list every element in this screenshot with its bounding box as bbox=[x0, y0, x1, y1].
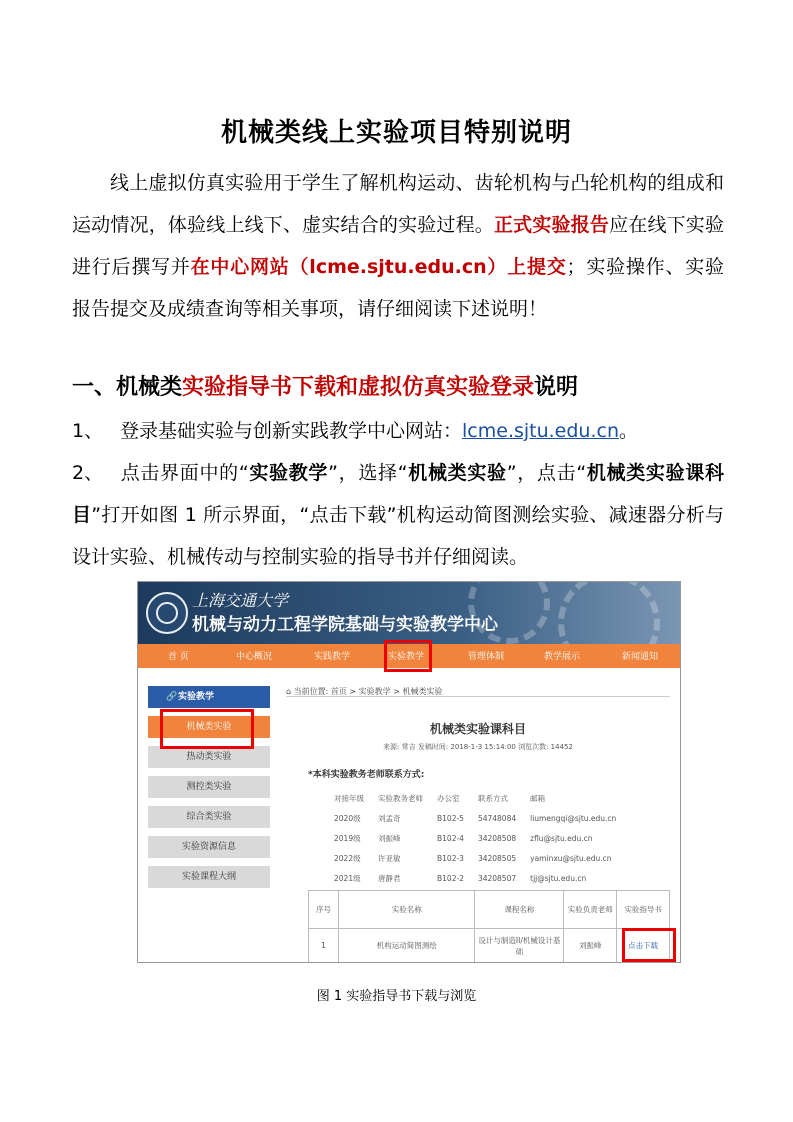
nav-item-practice[interactable]: 实践教学 bbox=[314, 652, 351, 662]
page-title: 机械类线上实验项目特别说明 bbox=[220, 118, 572, 148]
nav-item-home[interactable]: 首 页 bbox=[168, 652, 189, 662]
nav-item-experiment[interactable]: 实验教学 bbox=[388, 652, 425, 662]
table-row: 2021级 唐静君 B102-2 34208507 tjj@sjtu.edu.cn bbox=[334, 873, 587, 883]
university-logo-icon bbox=[146, 592, 188, 634]
sidebar-head: 🔗 实验教学 bbox=[148, 686, 270, 708]
figure-screenshot bbox=[137, 581, 681, 963]
table-row: 2019级 刘振峰 B102-4 34208508 zflu@sjtu.edu.cn bbox=[334, 833, 593, 843]
highlight-box-nav bbox=[384, 640, 432, 672]
sidebar-item-comprehensive[interactable]: 综合类实验 bbox=[148, 806, 270, 828]
section-heading-1: 一、机械类实验指导书下载和虚拟仿真实验登录说明 bbox=[72, 375, 579, 400]
nav-item-news[interactable]: 新闻通知 bbox=[622, 652, 659, 662]
figure-caption: 图 1 实验指导书下载与浏览 bbox=[316, 989, 477, 1004]
step-1: 1、 登录基础实验与创新实践教学中心网站：lcme.sjtu.edu.cn。 bbox=[72, 420, 639, 442]
table-header-row: 序号 实验名称 课程名称 实验负责老师 实验指导书 bbox=[309, 891, 670, 929]
nav-item-overview[interactable]: 中心概况 bbox=[236, 652, 273, 662]
university-name: 上海交通大学 bbox=[192, 591, 289, 610]
sidebar-item-resources[interactable]: 实验资源信息 bbox=[148, 836, 270, 858]
breadcrumb: ⌂ 当前位置: 首页 > 实验教学 > 机械类实验 bbox=[286, 687, 443, 696]
contact-table bbox=[328, 788, 624, 888]
highlight-box-sidebar bbox=[160, 709, 254, 749]
sidebar-item-thermal[interactable]: 热动类实验 bbox=[148, 746, 270, 768]
link-icon: 🔗 bbox=[166, 692, 178, 702]
home-icon: ⌂ bbox=[286, 687, 294, 696]
download-link[interactable]: 点击下载 bbox=[617, 929, 670, 963]
content-title: 机械类实验课科目 bbox=[429, 722, 526, 736]
center-name: 机械与动力工程学院基础与实验教学中心 bbox=[192, 615, 498, 635]
nav-item-showcase[interactable]: 教学展示 bbox=[544, 652, 581, 662]
contact-title: *本科实验教务老师联系方式: bbox=[308, 770, 425, 780]
table-row: 1 机构运动简图测绘 设计与制造II/机械设计基础 刘振峰 点击下载 bbox=[309, 929, 670, 963]
experiment-table bbox=[308, 890, 670, 963]
table-row: 2022级 许亚敏 B102-3 34208505 yaminxu@sjtu.edu.cn bbox=[334, 853, 612, 863]
table-header-row: 对接年级 实验教务老师 办公室 联系方式 邮箱 bbox=[334, 793, 546, 803]
content-meta: 来源: 常吉 发稿时间: 2018-1-3 15:14:00 浏览次数: 14452 bbox=[383, 743, 573, 751]
intro-paragraph: 线上虚拟仿真实验用于学生了解机构运动、齿轮机构与凸轮机构的组成和运动情况，体验线上线下、虚实结合的实验过程。正式实验报告应在线下实验进行后撰写并在中心网站（lcme.sjtu.edu.cn）上提交；实验操作、实验报告提交及成绩查询等相关事项，请仔细阅读下述说明！ bbox=[72, 172, 724, 320]
divider bbox=[286, 696, 670, 697]
step-2: 2、 点击界面中的“实验教学”，选择“机械类实验”，点击“机械类实验课科目”打开如图 1 所示界面，“点击下载”机构运动简图测绘实验、减速器分析与设计实验、机械传动与控制实验的指导书并仔细阅读。 bbox=[72, 462, 724, 568]
sidebar-item-measure[interactable]: 测控类实验 bbox=[148, 776, 270, 798]
table-row: 2020级 刘孟奇 B102-5 54748084 liumengqi@sjtu.edu.cn bbox=[334, 813, 617, 823]
nav-item-management[interactable]: 管理体制 bbox=[468, 652, 505, 662]
site-banner bbox=[138, 582, 680, 644]
highlight-box-download bbox=[622, 928, 676, 962]
sidebar-item-mechanical[interactable]: 机械类实验 bbox=[148, 716, 270, 738]
site-link[interactable]: lcme.sjtu.edu.cn bbox=[462, 420, 620, 442]
sidebar-item-syllabus[interactable]: 实验课程大纲 bbox=[148, 866, 270, 888]
